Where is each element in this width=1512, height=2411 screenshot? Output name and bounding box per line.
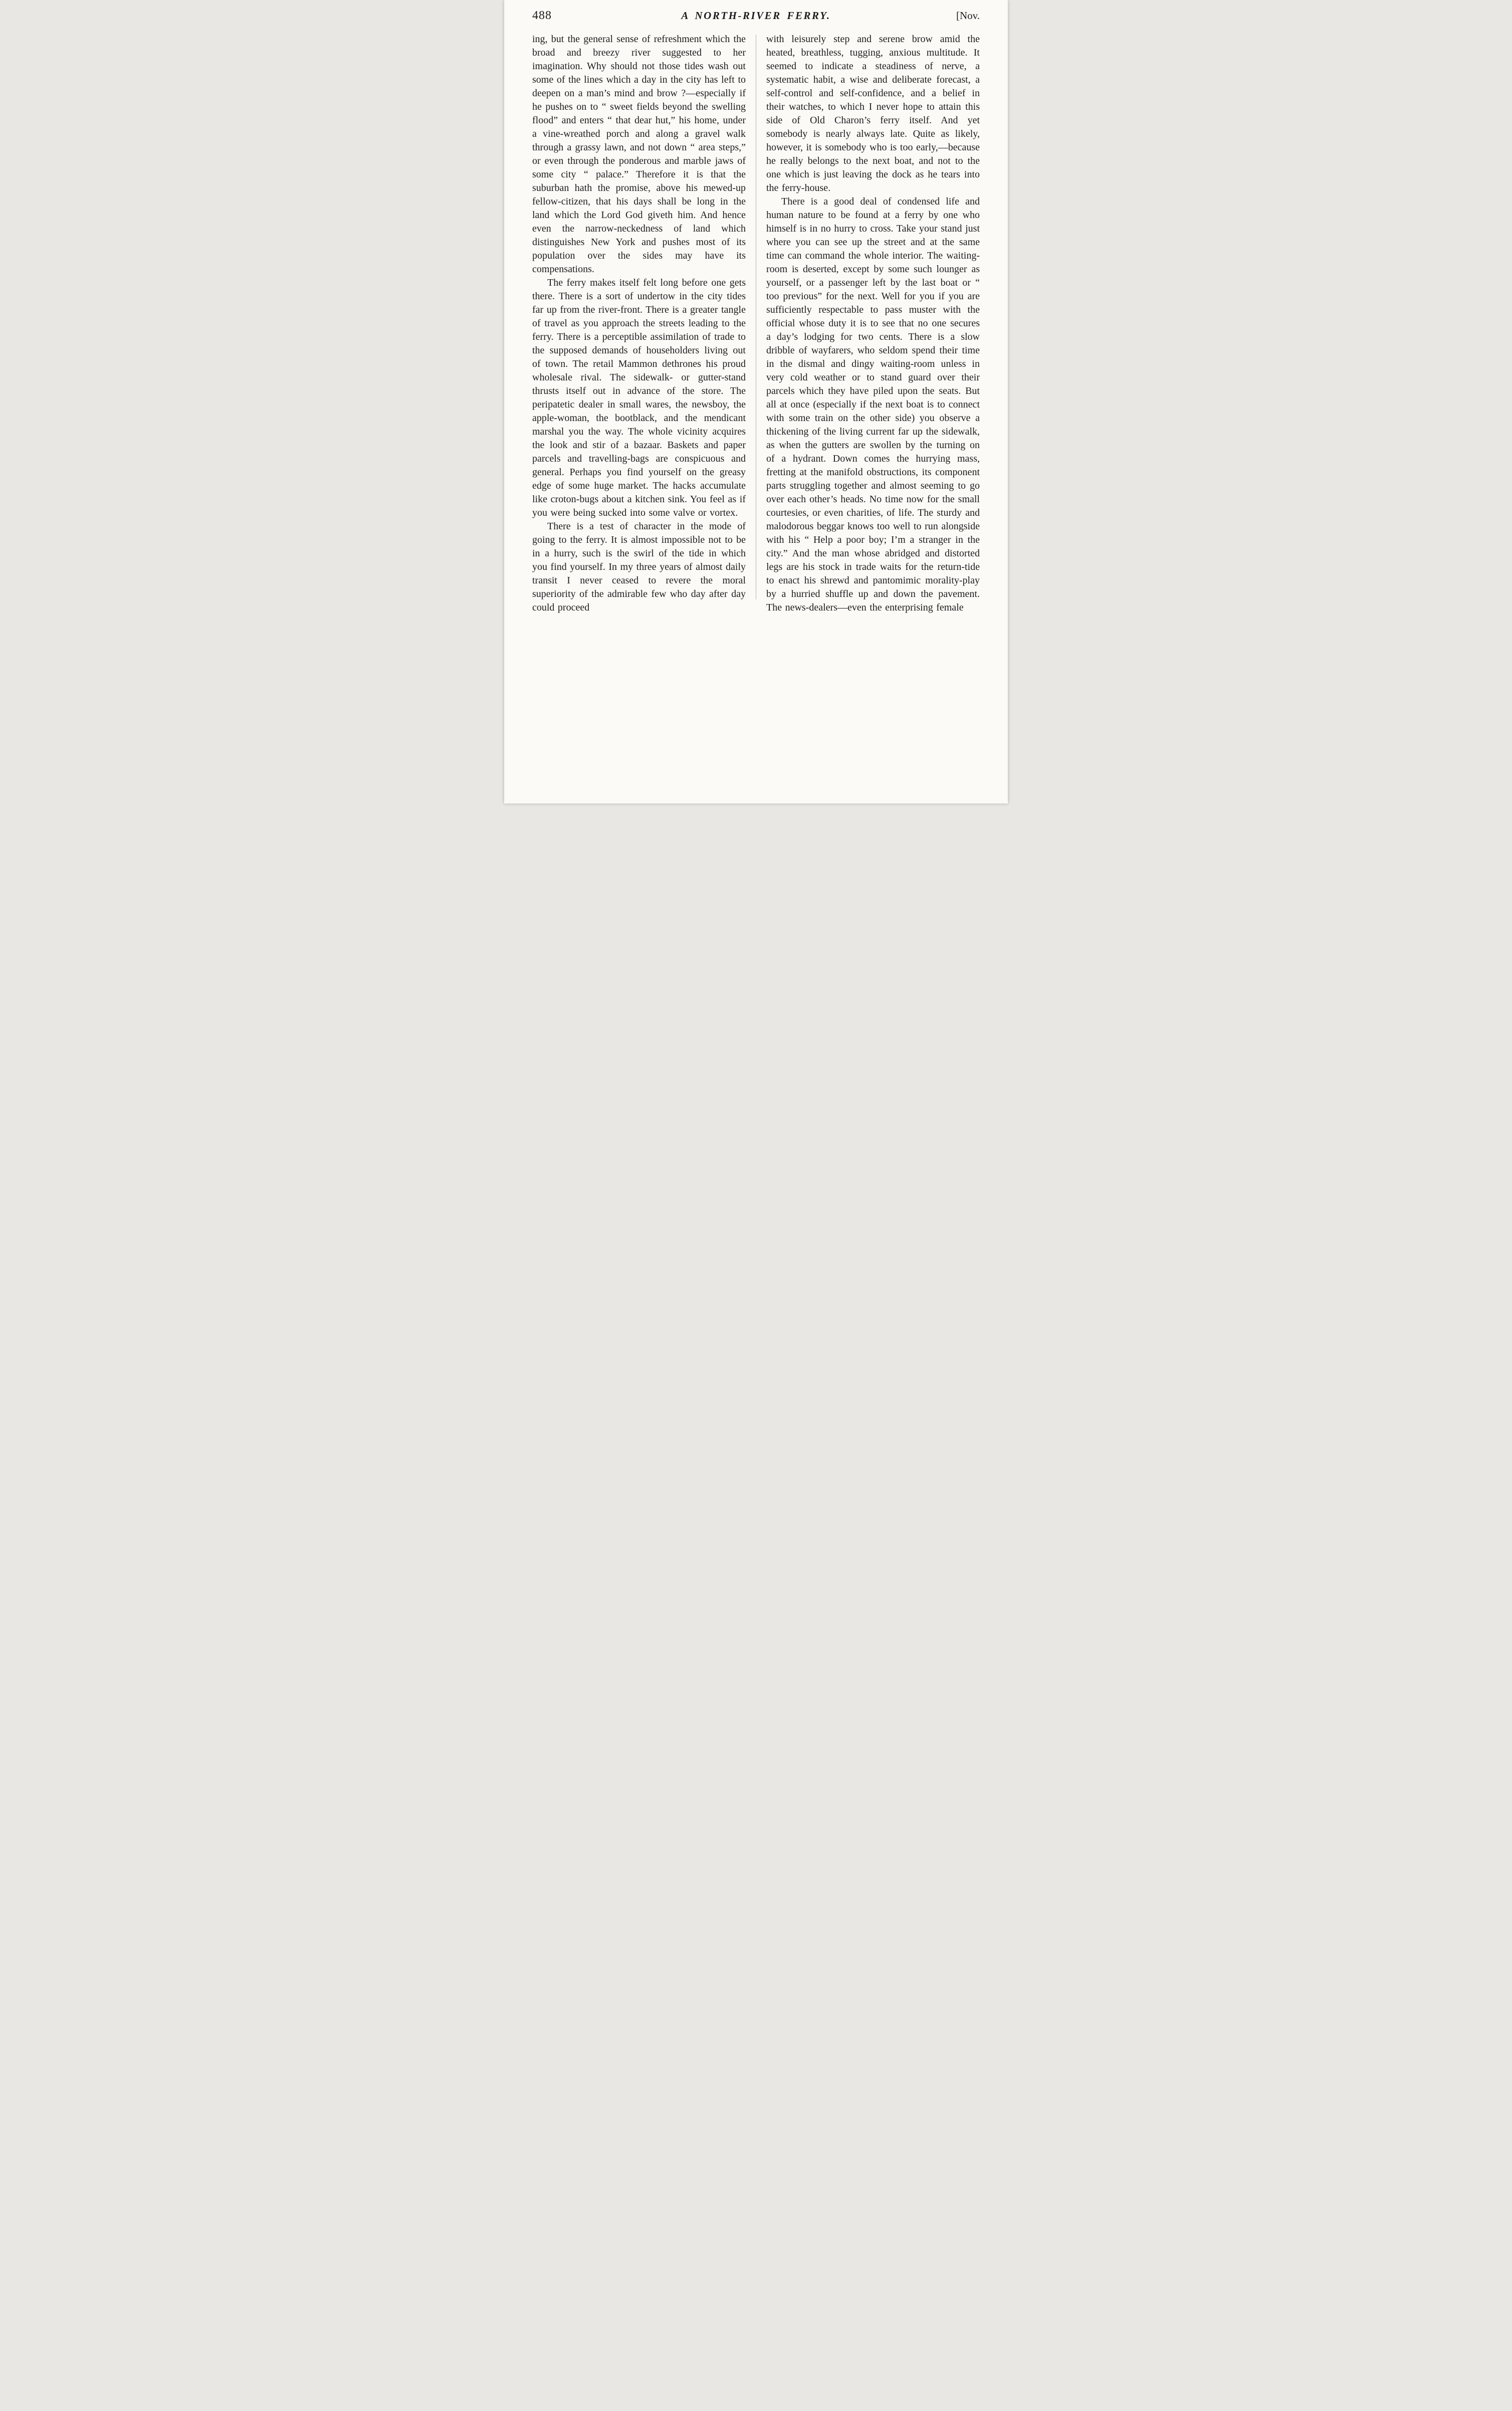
running-head (532, 9, 980, 23)
issue-date: [Nov. (956, 10, 980, 22)
right-column (766, 33, 980, 615)
paragraph: There is a test of character in the mode of going to the ferry. It is almost impossible not to be in a hurry, such is the swirl of the tide in which you find yourself. In my three years of almost daily transit I never ceased to revere the moral superiority of the admirable few who day after day could proceed (532, 521, 746, 613)
paragraph: The ferry makes itself felt long before one gets there. There is a sort of undertow in the city tides far up from the river-front. There is a greater tangle of travel as you approach the streets leading to the ferry. There is a perceptible assimilation of trade to the supposed demands of householders living out of town. The retail Mammon dethrones his proud wholesale rival. The sidewalk- or gutter-stand thrusts itself out in advance of the store. The peripatetic dealer in small wares, the newsboy, the apple-woman, the bootblack, and the mendicant marshal you the way. The whole vicinity acquires the look and stir of a bazaar. Baskets and paper parcels and travelling-bags are conspicuous and general. Perhaps you find yourself on the greasy edge of some huge market. The hacks accumulate like croton-bugs about a kitchen sink. You feel as if you were being sucked into some valve or vortex. (532, 277, 746, 518)
book-page (504, 0, 1008, 803)
left-column (532, 33, 746, 615)
paragraph: ing, but the general sense of refreshment which the broad and breezy river suggested to her imagination. Why should not those tides wash out some of the lines which a day in the city has left to deepen on a man’s mind and brow ?—especially if he pushes on to “ sweet fields beyond the swelling flood” and enters “ that dear hut,” his home, under a vine-wreathed porch and along a gravel walk through a grassy lawn, and not down “ area steps,” or even through the ponderous and marble jaws of some city “ palace.” Therefore it is that the suburban hath the promise, above his mewed-up fellow-citizen, that his days shall be long in the land which the Lord God giveth him. And hence even the narrow-neckedness of land which distinguishes New York and pushes most of its population over the sides may have its compensations. (532, 34, 746, 275)
text-columns (532, 33, 980, 615)
page-number: 488 (532, 9, 552, 22)
paragraph: with leisurely step and serene brow amid the heated, breathless, tugging, anxious multitude. It seemed to indicate a steadiness of nerve, a systematic habit, a wise and deliberate forecast, a self-control and self-confidence, and a belief in their watches, to which I never hope to attain this side of Old Charon’s ferry itself. And yet somebody is nearly always late. Quite as likely, however, it is somebody who is too early,—because he really belongs to the next boat, and not to the one which is just leaving the dock as he tears into the ferry-house. (766, 34, 980, 193)
paragraph: There is a good deal of condensed life and human nature to be found at a ferry by one who himself is in no hurry to cross. Take your stand just where you can see up the street and at the same time can command the whole interior. The waiting-room is deserted, except by some such lounger as yourself, or a passenger left by the last boat or “ too previous” for the next. Well for you if you are sufficiently respectable to pass muster with the official whose duty it is to see that no one secures a day’s lodging for two cents. There is a slow dribble of wayfarers, who seldom spend their time in the dismal and dingy waiting-room unless in very cold weather or to stand guard over their parcels which they have piled upon the seats. But all at once (especially if the next boat is to connect with some train on the other side) you observe a thickening of the living current far up the sidewalk, as when the gutters are swollen by the turning on of a hydrant. Down comes the hurrying mass, fretting at the manifold obstructions, its component parts struggling together and almost seeming to go over each other’s heads. No time now for the small courtesies, or even charities, of life. The sturdy and malodorous beggar knows too well to run alongside with his “ Help a poor boy; I’m a stranger in the city.” And the man whose abridged and distorted legs are his stock in trade waits for the return-tide to enact his shrewd and pantomimic morality-play by a hurried shuffle up and down the pavement. The news-dealers—even the enterprising female (766, 196, 980, 613)
running-title: A NORTH-RIVER FERRY. (681, 10, 831, 22)
